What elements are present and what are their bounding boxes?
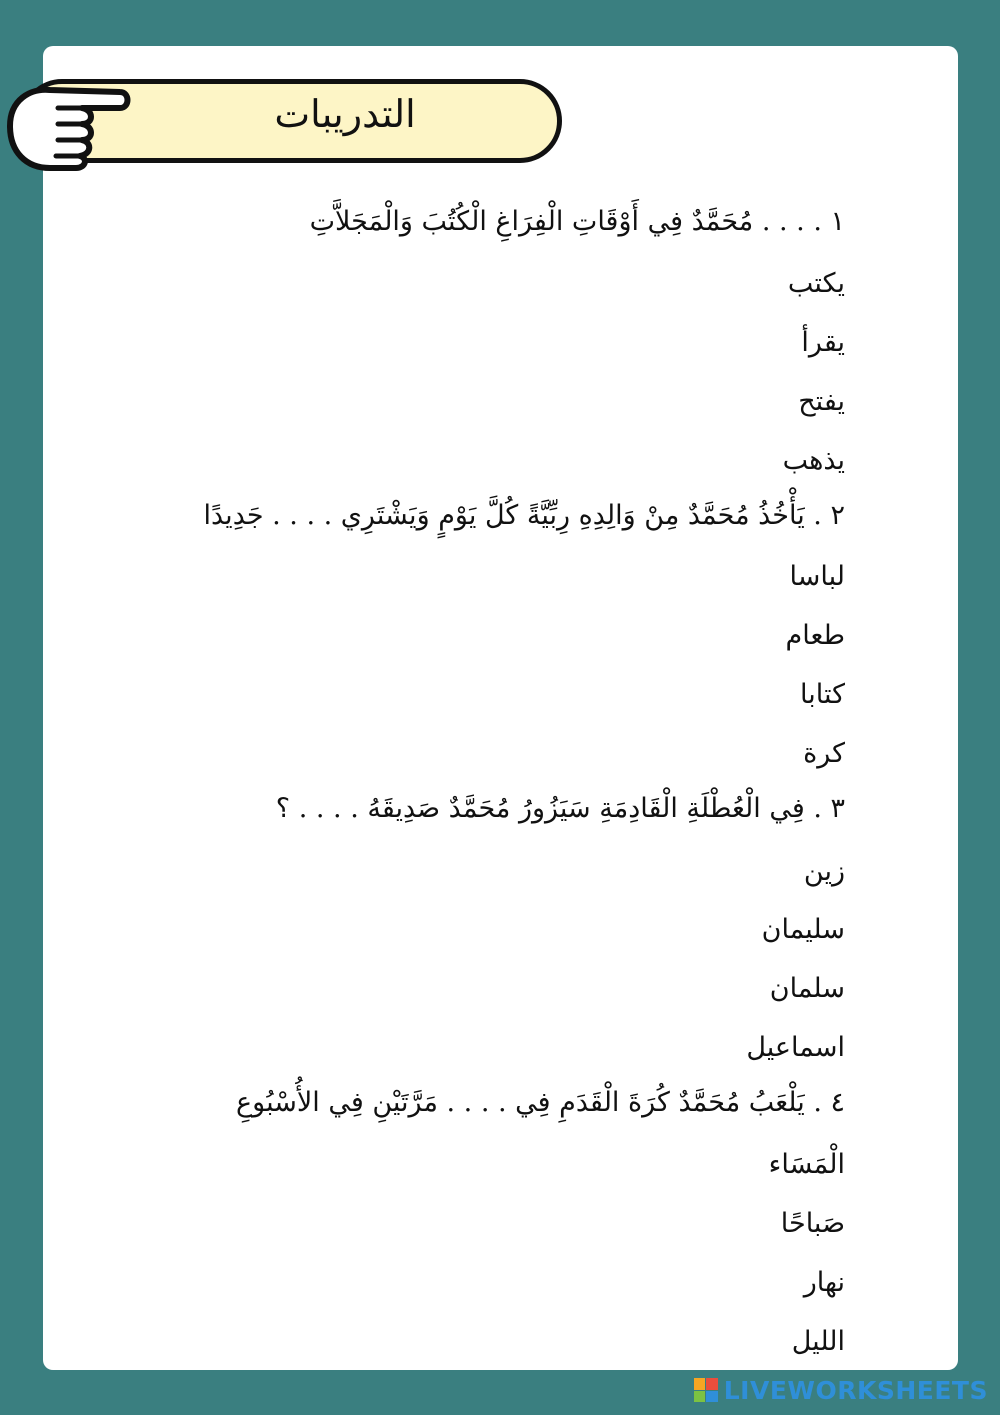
question-4-option-1[interactable]: الْمَسَاء	[768, 1149, 845, 1180]
question-2-option-2[interactable]: طعام	[785, 620, 845, 651]
question-2-option-3[interactable]: كتابا	[800, 679, 845, 710]
liveworksheets-brand[interactable]	[694, 1375, 988, 1405]
question-2-option-4[interactable]: كرة	[803, 738, 845, 769]
question-4-option-4[interactable]: الليل	[791, 1326, 845, 1357]
question-3-option-1[interactable]: زين	[803, 856, 845, 887]
question-1: ١ . . . . مُحَمَّدٌ فِي أَوْقَاتِ الْفِرَاغِ الْكُتُبَ وَالْمَجَلاَّتِ	[309, 206, 845, 237]
question-4: ٤ . يَلْعَبُ مُحَمَّدٌ كُرَةَ الْقَدَمِ فِي . . . . مَرَّتَيْنِ فِي الأُسْبُوعِ	[236, 1087, 845, 1118]
question-1-option-3[interactable]: يفتح	[798, 386, 845, 417]
question-2: ٢ . يَأْخُذُ مُحَمَّدٌ مِنْ وَالِدِهِ رِبِّيَّةً كُلَّ يَوْمٍ وَيَشْتَرِي . . . . جَدِيدًا	[203, 500, 845, 531]
question-3-option-4[interactable]: اسماعيل	[746, 1032, 845, 1063]
question-3: ٣ . فِي الْعُطْلَةِ الْقَادِمَةِ سَيَزُورُ مُحَمَّدٌ صَدِيقَهُ . . . . ؟	[275, 793, 845, 824]
question-4-option-2[interactable]: صَباحًا	[780, 1208, 845, 1239]
pointing-hand-icon	[2, 80, 132, 172]
question-1-option-4[interactable]: يذهب	[782, 445, 845, 476]
question-1-option-1[interactable]: يكتب	[787, 268, 845, 299]
page-title: التدريبات	[274, 92, 416, 136]
question-3-option-2[interactable]: سليمان	[761, 914, 845, 945]
question-2-option-1[interactable]: لباسا	[789, 561, 845, 592]
liveworksheets-logo-icon	[694, 1378, 718, 1402]
question-4-option-3[interactable]: نهار	[803, 1267, 845, 1298]
question-3-option-3[interactable]: سلمان	[769, 973, 845, 1004]
question-1-option-2[interactable]: يقرأ	[801, 327, 845, 358]
brand-text: LIVEWORKSHEETS	[723, 1375, 988, 1405]
